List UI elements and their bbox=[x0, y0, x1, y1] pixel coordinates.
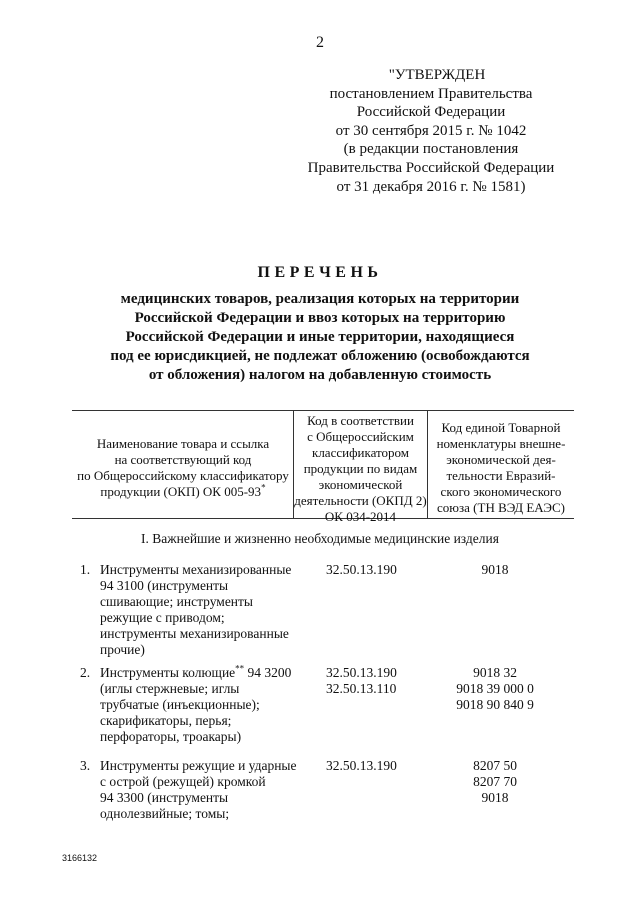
table-top-rule bbox=[72, 410, 574, 411]
approval-line: от 30 сентября 2015 г. № 1042 bbox=[335, 122, 527, 139]
page-number: 2 bbox=[316, 34, 324, 51]
name-line: Инструменты режущие и ударные bbox=[100, 758, 297, 773]
header-line: номенклатуры внешне- bbox=[436, 436, 566, 451]
row-okpd-codes bbox=[326, 562, 397, 578]
header-tnved-code bbox=[428, 420, 574, 516]
subtitle-line: под ее юрисдикцией, не подлежат обложению (освобождаются bbox=[110, 348, 530, 364]
header-line: ского экономического bbox=[440, 484, 562, 499]
footnote-mark: ** bbox=[235, 663, 245, 674]
approval-line: "УТВЕРЖДЕН bbox=[388, 67, 486, 83]
name-line: с острой (режущей) кромкой bbox=[100, 774, 266, 789]
tnved-code: 8207 70 bbox=[473, 774, 517, 789]
header-line: с Общероссийским bbox=[307, 429, 414, 444]
okpd-code: 32.50.13.190 bbox=[326, 562, 397, 577]
subtitle-line: Российской Федерации и иные территории, находящиеся bbox=[125, 329, 515, 345]
name-line: Инструменты механизированные bbox=[100, 562, 292, 577]
header-line: деятельности (ОКПД 2) bbox=[294, 493, 427, 508]
okpd-code: 32.50.13.190 bbox=[326, 665, 397, 680]
approval-line: постановлением Правительства bbox=[329, 85, 533, 102]
name-line: Инструменты колющие** 94 3200 bbox=[100, 663, 292, 680]
name-line: сшивающие; инструменты bbox=[100, 594, 254, 609]
row-product-name bbox=[100, 665, 291, 745]
section-heading: I. Важнейшие и жизненно необходимые медицинские изделия bbox=[141, 531, 499, 546]
row-okpd-codes bbox=[326, 758, 397, 774]
header-line: экономической дея- bbox=[446, 452, 556, 467]
document-subtitle bbox=[80, 290, 560, 385]
header-line: ОК 034-2014 bbox=[324, 509, 397, 524]
row-product-name bbox=[100, 562, 291, 658]
name-line: 94 3300 (инструменты bbox=[100, 790, 229, 805]
tnved-code: 9018 32 bbox=[473, 665, 517, 680]
row-okpd-codes bbox=[326, 665, 397, 697]
row-number: 2. bbox=[80, 665, 91, 680]
name-line: скарификаторы, перья; bbox=[100, 713, 232, 728]
approval-line: Российской Федерации bbox=[356, 104, 506, 121]
tnved-code: 8207 50 bbox=[473, 758, 517, 773]
row-product-name bbox=[100, 758, 296, 822]
name-line: режущие с приводом; bbox=[100, 610, 225, 625]
okpd-code: 32.50.13.190 bbox=[326, 758, 397, 773]
document-title: ПЕРЕЧЕНЬ bbox=[257, 264, 383, 281]
subtitle-line: медицинских товаров, реализация которых на территории bbox=[120, 291, 520, 307]
row-tnved-codes bbox=[430, 758, 560, 806]
footnote-mark: * bbox=[261, 482, 266, 493]
header-okpd-code bbox=[294, 413, 427, 525]
row-number: 1. bbox=[80, 562, 91, 577]
row-number: 3. bbox=[80, 758, 91, 773]
header-product-name bbox=[74, 436, 292, 500]
tnved-code: 9018 39 000 0 bbox=[456, 681, 534, 696]
header-line: на соответствующий код bbox=[114, 452, 252, 467]
okpd-code: 32.50.13.110 bbox=[326, 681, 397, 696]
approval-block bbox=[300, 66, 562, 196]
header-line: экономической bbox=[318, 477, 403, 492]
name-line: (иглы стержневые; иглы bbox=[100, 681, 240, 696]
name-line: трубчатые (инъекционные); bbox=[100, 697, 260, 712]
header-line: Код единой Товарной bbox=[441, 420, 561, 435]
header-line: по Общероссийскому классификатору bbox=[77, 468, 289, 483]
tnved-code: 9018 bbox=[481, 790, 509, 805]
name-line: однолезвийные; томы; bbox=[100, 806, 230, 821]
header-line: Код в соответствии bbox=[307, 413, 414, 428]
header-line: тельности Евразий- bbox=[446, 468, 556, 483]
header-line: союза (ТН ВЭД ЕАЭС) bbox=[437, 500, 565, 515]
name-line: 94 3100 (инструменты bbox=[100, 578, 229, 593]
document-code: 3166132 bbox=[62, 853, 98, 863]
approval-line: Правительства Российской Федерации bbox=[307, 159, 555, 176]
tnved-code: 9018 90 840 9 bbox=[456, 697, 534, 712]
name-line: прочие) bbox=[100, 642, 145, 657]
header-line: продукции по видам bbox=[303, 461, 418, 476]
header-line: классификатором bbox=[312, 445, 409, 460]
row-tnved-codes bbox=[430, 665, 560, 713]
header-line: Наименование товара и ссылка bbox=[96, 436, 270, 451]
approval-line: от 31 декабря 2016 г. № 1581) bbox=[336, 178, 526, 195]
name-line: перфораторы, троакары) bbox=[100, 729, 242, 744]
subtitle-line: от обложения) налогом на добавленную стоимость bbox=[148, 367, 492, 383]
approval-line: (в редакции постановления bbox=[343, 141, 519, 158]
tnved-code: 9018 bbox=[481, 562, 509, 577]
row-tnved-codes bbox=[430, 562, 560, 578]
name-line: инструменты механизированные bbox=[100, 626, 289, 641]
header-line: продукции (ОКП) ОК 005-93* bbox=[100, 482, 266, 499]
subtitle-line: Российской Федерации и ввоз которых на территорию bbox=[134, 310, 506, 326]
